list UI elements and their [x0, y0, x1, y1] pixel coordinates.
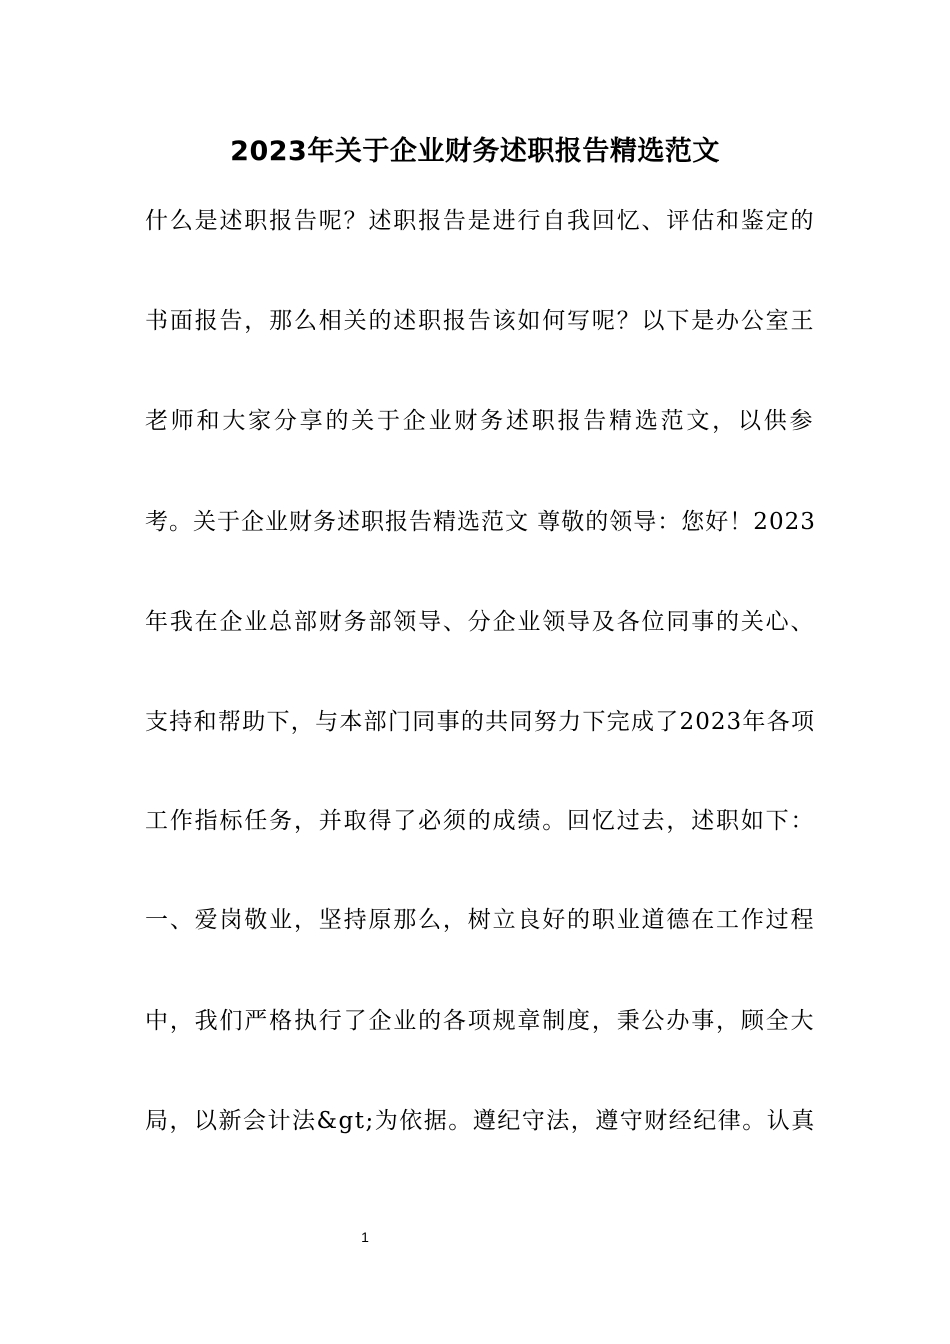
document-title: 2023年关于企业财务述职报告精选范文: [230, 136, 720, 167]
body-line-4: 考。关于企业财务述职报告精选范文 尊敬的领导：您好！2023: [145, 509, 816, 535]
body-line-9: 中，我们严格执行了企业的各项规章制度，秉公办事，顾全大: [145, 1008, 815, 1034]
body-line-5: 年我在企业总部财务部领导、分企业领导及各位同事的关心、: [145, 609, 815, 635]
body-line-10: 局，以新会计法&gt;为依据。遵纪守法，遵守财经纪律。认真: [145, 1108, 816, 1134]
body-line-8: 一、爱岗敬业，坚持原那么，树立良好的职业道德在工作过程: [145, 907, 815, 933]
body-line-3: 老师和大家分享的关于企业财务述职报告精选范文，以供参: [145, 408, 815, 434]
page-number: 1: [361, 1229, 369, 1245]
body-line-6: 支持和帮助下，与本部门同事的共同努力下完成了2023年各项: [145, 709, 815, 735]
body-line-7: 工作指标任务，并取得了必须的成绩。回忆过去，述职如下：: [145, 808, 815, 834]
body-line-2: 书面报告，那么相关的述职报告该如何写呢？以下是办公室王: [145, 308, 815, 334]
body-line-1: 什么是述职报告呢？述职报告是进行自我回忆、评估和鉴定的: [145, 208, 815, 234]
